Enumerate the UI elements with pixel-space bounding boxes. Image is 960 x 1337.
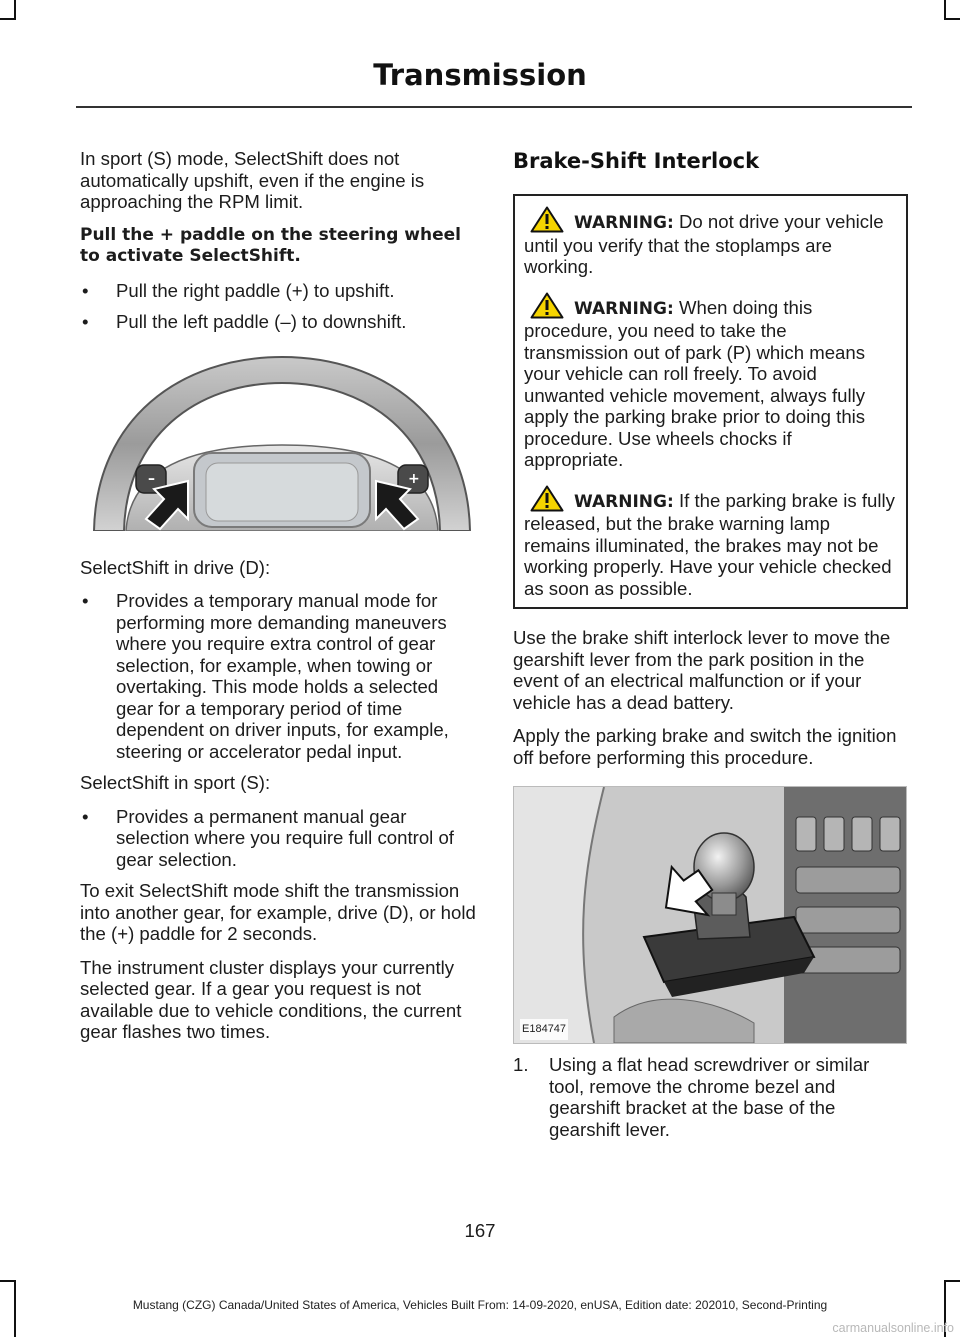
steering-wheel-illustration xyxy=(90,349,474,531)
warning-text: Do not drive your vehicle until you verify that the stoplamps are working. xyxy=(524,211,884,277)
numbered-step xyxy=(513,1054,908,1140)
warning-box xyxy=(513,194,908,609)
warning-item xyxy=(524,485,896,600)
warning-item xyxy=(524,292,896,471)
paragraph: Use the brake shift interlock lever to move the gearshift lever from the park position in the event of an electrical malfunction or if your vehicle has a dead battery. xyxy=(513,627,891,713)
header-rule xyxy=(76,106,912,108)
watermark: carmanualsonline.info xyxy=(832,1321,954,1335)
paragraph: SelectShift in drive (D): xyxy=(80,556,271,578)
bullet-item: • Pull the left paddle (–) to downshift. xyxy=(82,311,407,332)
gearshift-illustration xyxy=(513,786,907,1044)
right-column xyxy=(513,148,908,1140)
warning-text: When doing this procedure, you need to take the transmission out of park (P) which means your vehicle can roll freely. To avoid unwanted vehicle movement, always fully apply the parking brake prior to doing this procedure. Use wheels chocks if appropriate. xyxy=(524,296,866,470)
minus-paddle-label: – xyxy=(148,470,155,487)
section-heading: Brake-Shift Interlock xyxy=(513,149,760,173)
warning-triangle-icon xyxy=(524,292,570,318)
section-title: Transmission xyxy=(373,58,587,92)
warning-label: WARNING: xyxy=(574,213,674,233)
warning-item xyxy=(524,206,896,278)
steering-wheel-paddles-image xyxy=(90,349,474,531)
bullet-item: • Provides a temporary manual mode for performing more demanding maneuvers where you require extra control of gear selection, for example, when towing or overtaking. This mode holds a selected gear for a temporary period of time dependent on driver inputs, for example, steering or accelerator pedal input. xyxy=(82,590,449,762)
crop-mark xyxy=(944,0,946,20)
paragraph: In sport (S) mode, SelectShift does not automatically upshift, even if the engine is approaching the RPM limit. xyxy=(80,148,425,212)
warning-label: WARNING: xyxy=(574,491,674,512)
footer-text: Mustang (CZG) Canada/United States of America, Vehicles Built From: 14-09-2020, enUSA, Edition date: 202010, Second-Printing xyxy=(132,1298,828,1312)
crop-mark xyxy=(944,1280,960,1282)
warning-text: If the parking brake is fully released, but the brake warning lamp remains illuminated, the brakes may not be working properly. Have your vehicle checked as soon as possible. xyxy=(524,489,895,599)
warning-label: WARNING: xyxy=(574,298,674,319)
step-text: Using a flat head screwdriver or similar tool, remove the chrome bezel and gearshift bracket at the base of the gearshift lever. xyxy=(549,1054,870,1140)
crop-mark xyxy=(14,0,16,20)
page-number: 167 xyxy=(464,1220,496,1241)
left-column xyxy=(80,148,476,1055)
step-number: 1. xyxy=(513,1054,529,1075)
paragraph: To exit SelectShift mode shift the transmission into another gear, for example, drive (D), or hold the (+) paddle for 2 seconds. xyxy=(80,880,476,944)
paragraph: Apply the parking brake and switch the ignition off before performing this procedure. xyxy=(513,725,897,768)
crop-mark xyxy=(944,18,960,20)
bold-instruction: Pull the + paddle on the steering wheel to activate SelectShift. xyxy=(80,224,462,266)
gearshift-bezel-image xyxy=(514,787,906,1043)
bullet-item: • Pull the right paddle (+) to upshift. xyxy=(82,279,395,301)
crop-mark xyxy=(0,18,16,20)
figure-code: E184747 xyxy=(520,1019,568,1041)
warning-triangle-icon xyxy=(524,206,570,232)
warning-triangle-icon xyxy=(524,485,570,511)
plus-paddle-label: + xyxy=(408,470,420,487)
paragraph: The instrument cluster displays your currently selected gear. If a gear you request is not available due to vehicle conditions, the current gear flashes two times. xyxy=(80,956,462,1042)
bullet-item: • Provides a permanent manual gear selection where you require full control of gear selection. xyxy=(82,805,454,870)
paragraph: SelectShift in sport (S): xyxy=(80,772,271,793)
crop-mark xyxy=(0,1280,16,1282)
